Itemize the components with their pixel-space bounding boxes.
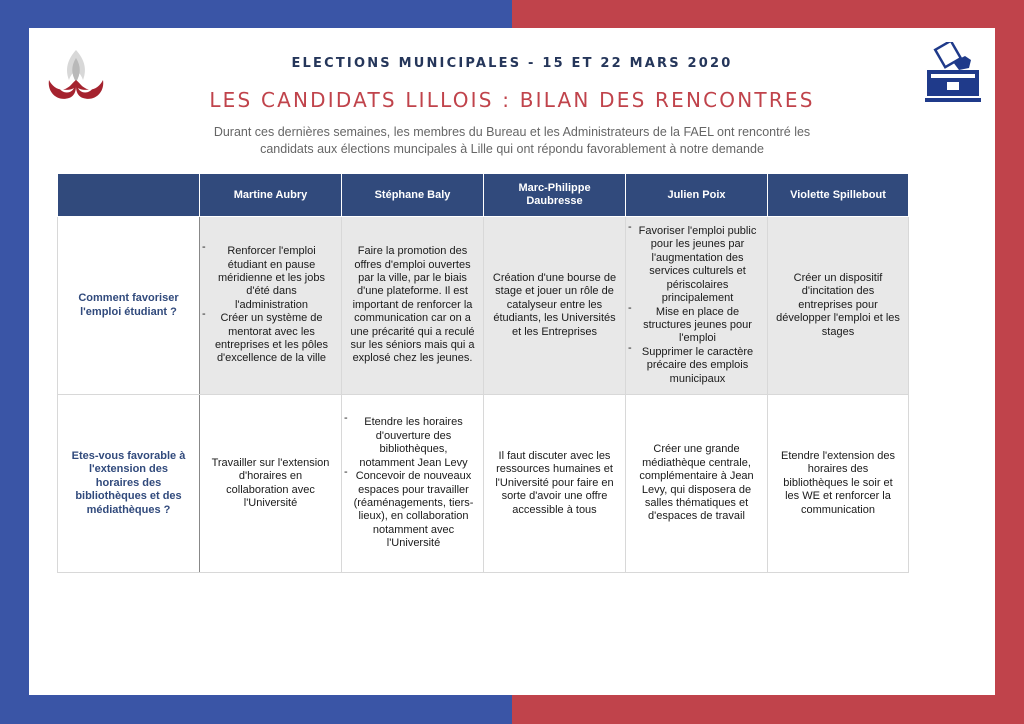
table-header-row [58,174,909,217]
answer-cell [626,217,768,395]
answer-cell [342,395,484,573]
answer-cell: Création d'une bourse de stage et jouer un rôle de catalyseur entre les étudiants, les Universités et les Entreprises [484,217,626,395]
answer-item: - Concevoir de nouveaux espaces pour travailler (réaménagements, tiers-lieux), en collaboration notamment avec l'Université [350,470,475,550]
answer-item: - Favoriser l'emploi public pour les jeunes par l'augmentation des services culturels et périscolaires principalement [634,225,759,305]
answer-cell [200,217,342,395]
candidate-header: Stéphane Baly [342,174,484,217]
candidates-table [57,173,909,573]
answer-item: - Renforcer l'emploi étudiant en pause méridienne et les jobs d'été dans l'administration [208,245,333,312]
answer-item: - Créer un système de mentorat avec les entreprises et les pôles d'excellence de la ville [208,312,333,366]
page-title: LES CANDIDATS LILLOIS : BILAN DES RENCONTRES [209,88,815,112]
table-row [58,217,909,395]
answer-list [208,245,333,366]
intro-text: Durant ces dernières semaines, les membres du Bureau et les Administrateurs de la FAEL ont rencontré les candidats aux élections muncipales à Lille qui ont répondu favorablement à notre demande [213,125,811,156]
answer-cell: Faire la promotion des offres d'emploi ouvertes par la ville, par le biais d'une plateforme. Il est important de renforcer la communication car on a une précarité qui a reculé sur les séniors mais qui a explosé chez les jeunes. [342,217,484,395]
candidate-header: Marc-Philippe Daubresse [484,174,626,217]
header-empty-cell [58,174,200,217]
answer-item: - Supprimer le caractère précaire des emplois municipaux [634,346,759,386]
answer-cell: Etendre l'extension des horaires des bibliothèques le soir et les WE et renforcer la communication [768,395,909,573]
question-cell: Etes-vous favorable à l'extension des horaires des bibliothèques et des médiathèques ? [58,395,200,573]
answer-item: - Etendre les horaires d'ouverture des bibliothèques, notamment Jean Levy [350,416,475,470]
answer-list [350,416,475,550]
candidate-header: Martine Aubry [200,174,342,217]
answer-cell: Créer une grande médiathèque centrale, complémentaire à Jean Levy, qui disposera de salles thématiques et d'espaces de travail [626,395,768,573]
candidate-header: Julien Poix [626,174,768,217]
answer-cell: Il faut discuter avec les ressources humaines et l'Université pour faire en sorte d'avoir une offre accessible à tous [484,395,626,573]
answer-item: - Mise en place de structures jeunes pour l'emploi [634,306,759,346]
answer-cell: Créer un dispositif d'incitation des entreprises pour développer l'emploi et les stages [768,217,909,395]
answer-list [634,225,759,386]
candidate-header: Violette Spillebout [768,174,909,217]
answer-cell: Travailler sur l'extension d'horaires en collaboration avec l'Université [200,395,342,573]
table-row [58,395,909,573]
event-heading: ELECTIONS MUNICIPALES - 15 ET 22 MARS 2020 [291,56,733,71]
question-cell: Comment favoriser l'emploi étudiant ? [58,217,200,395]
